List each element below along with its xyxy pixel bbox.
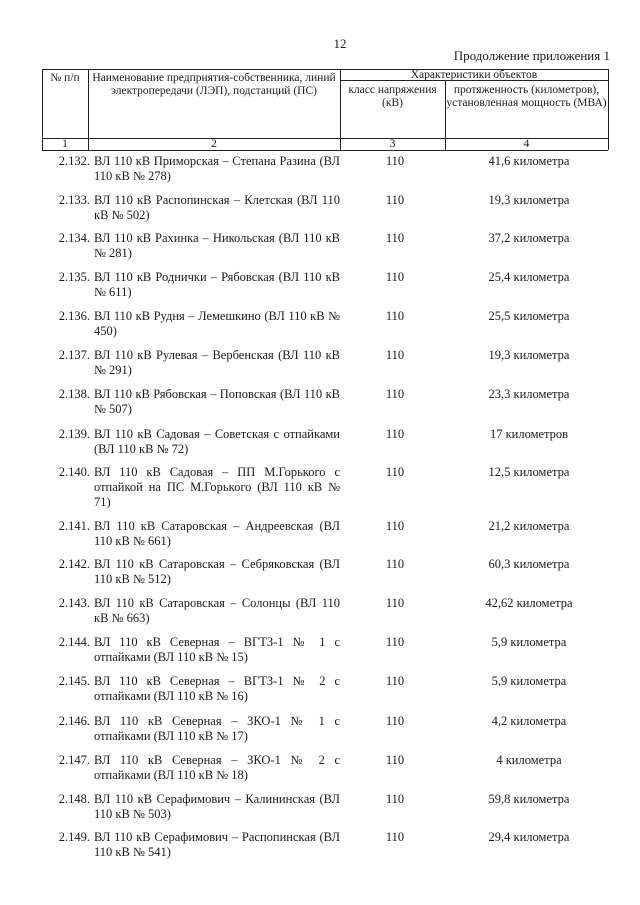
- row-name: ВЛ 110 кВ Северная – ВГТЗ-1 № 1 с отпайками (ВЛ 110 кВ № 15): [94, 635, 340, 664]
- row-name: ВЛ 110 кВ Садовая – ПП М.Горького с отпайкой на ПС М.Горького (ВЛ 110 кВ № 71): [94, 465, 340, 509]
- row-name: ВЛ 110 кВ Сатаровская – Солонцы (ВЛ 110 кВ № 663): [94, 596, 340, 625]
- row-num: 2.134.: [58, 231, 90, 245]
- row-length: 60,3 километра: [488, 557, 570, 571]
- column-number-2: 2: [211, 138, 217, 150]
- row-num: 2.137.: [58, 348, 90, 362]
- row-num: 2.144.: [58, 635, 90, 649]
- row-voltage: 110: [385, 714, 405, 728]
- row-num: 2.147.: [58, 753, 90, 767]
- row-name: ВЛ 110 кВ Северная – ЗКО-1 № 2 с отпайками (ВЛ 110 кВ № 18): [94, 753, 340, 782]
- row-voltage: 110: [385, 557, 405, 571]
- row-num: 2.142.: [58, 557, 90, 571]
- row-voltage: 110: [385, 231, 405, 245]
- row-voltage: 110: [385, 387, 405, 401]
- continuation-label: Продолжение приложения 1: [453, 48, 610, 63]
- row-voltage: 110: [385, 270, 405, 284]
- row-name: ВЛ 110 кВ Рябовская – Поповская (ВЛ 110 кВ № 507): [94, 387, 340, 416]
- row-num: 2.140.: [58, 465, 90, 479]
- row-length: 42,62 километра: [485, 596, 573, 610]
- row-num: 2.136.: [58, 309, 90, 323]
- row-num: 2.141.: [58, 519, 90, 533]
- row-length: 4,2 километра: [491, 714, 567, 728]
- row-length: 25,5 километра: [488, 309, 570, 323]
- row-num: 2.132.: [58, 154, 90, 168]
- row-name: ВЛ 110 кВ Рулевая – Вербенская (ВЛ 110 кВ № 291): [94, 348, 340, 377]
- header-border-right: [608, 69, 609, 150]
- row-name: ВЛ 110 кВ Сатаровская – Андреевская (ВЛ 110 кВ № 661): [94, 519, 340, 548]
- row-length: 29,4 километра: [488, 830, 570, 844]
- row-num: 2.149.: [58, 830, 90, 844]
- row-voltage: 110: [385, 465, 405, 479]
- row-voltage: 110: [385, 674, 405, 688]
- row-voltage: 110: [385, 830, 405, 844]
- row-name: ВЛ 110 кВ Приморская – Степана Разина (ВЛ 110 кВ № 278): [94, 154, 340, 183]
- header-length: протяженность (километров), установленная мощность (МВА): [446, 84, 607, 109]
- header-num: № п/п: [50, 72, 80, 84]
- row-length: 23,3 километра: [488, 387, 570, 401]
- header-bottom-rule: [42, 150, 608, 151]
- row-num: 2.135.: [58, 270, 90, 284]
- row-voltage: 110: [385, 792, 405, 806]
- row-name: ВЛ 110 кВ Роднички – Рябовская (ВЛ 110 кВ № 611): [94, 270, 340, 299]
- row-length: 5,9 километра: [491, 635, 567, 649]
- column-number-4: 4: [523, 138, 530, 150]
- row-name: ВЛ 110 кВ Северная – ЗКО-1 № 1 с отпайками (ВЛ 110 кВ № 17): [94, 714, 340, 743]
- row-voltage: 110: [385, 348, 405, 362]
- row-voltage: 110: [385, 753, 405, 767]
- row-voltage: 110: [385, 309, 405, 323]
- row-voltage: 110: [385, 635, 405, 649]
- row-voltage: 110: [385, 427, 405, 441]
- row-length: 19,3 километра: [488, 348, 570, 362]
- page-number: 12: [333, 36, 347, 51]
- header-voltage: класс напряжения (кВ): [348, 84, 437, 109]
- row-name: ВЛ 110 кВ Сатаровская – Себряковская (ВЛ 110 кВ № 512): [94, 557, 340, 586]
- row-voltage: 110: [385, 596, 405, 610]
- row-length: 21,2 километра: [488, 519, 570, 533]
- row-num: 2.133.: [58, 193, 90, 207]
- row-name: ВЛ 110 кВ Рудня – Лемешкино (ВЛ 110 кВ № 450): [94, 309, 340, 338]
- row-name: ВЛ 110 кВ Распопинская – Клетская (ВЛ 110 кВ № 502): [94, 193, 340, 222]
- row-length: 59,8 километра: [488, 792, 570, 806]
- row-length: 19,3 километра: [488, 193, 570, 207]
- row-num: 2.145.: [58, 674, 90, 688]
- row-length: 4 километра: [496, 753, 562, 767]
- row-num: 2.148.: [58, 792, 90, 806]
- row-length: 41,6 километра: [488, 154, 570, 168]
- row-num: 2.143.: [58, 596, 90, 610]
- row-voltage: 110: [385, 519, 405, 533]
- row-length: 25,4 километра: [488, 270, 570, 284]
- header-name: Наименование предприятия-собственника, линий электропередачи (ЛЭП), подстанций (ПС): [92, 72, 336, 97]
- row-name: ВЛ 110 кВ Серафимович – Распопинская (ВЛ 110 кВ № 541): [94, 830, 340, 859]
- row-length: 17 километров: [489, 427, 569, 441]
- row-voltage: 110: [385, 193, 405, 207]
- row-num: 2.139.: [58, 427, 90, 441]
- header-characteristics: Характеристики объектов: [410, 69, 538, 81]
- column-number-3: 3: [389, 138, 396, 150]
- row-name: ВЛ 110 кВ Серафимович – Калининская (ВЛ 110 кВ № 503): [94, 792, 340, 821]
- row-name: ВЛ 110 кВ Рахинка – Никольская (ВЛ 110 кВ № 281): [94, 231, 340, 260]
- row-length: 5,9 километра: [491, 674, 567, 688]
- row-name: ВЛ 110 кВ Северная – ВГТЗ-1 № 2 с отпайками (ВЛ 110 кВ № 16): [94, 674, 340, 703]
- column-number-1: 1: [62, 138, 68, 150]
- row-length: 37,2 километра: [488, 231, 570, 245]
- row-length: 12,5 километра: [488, 465, 570, 479]
- row-voltage: 110: [385, 154, 405, 168]
- row-num: 2.138.: [58, 387, 90, 401]
- row-name: ВЛ 110 кВ Садовая – Советская с отпайками (ВЛ 110 кВ № 72): [94, 427, 340, 456]
- row-num: 2.146.: [58, 714, 90, 728]
